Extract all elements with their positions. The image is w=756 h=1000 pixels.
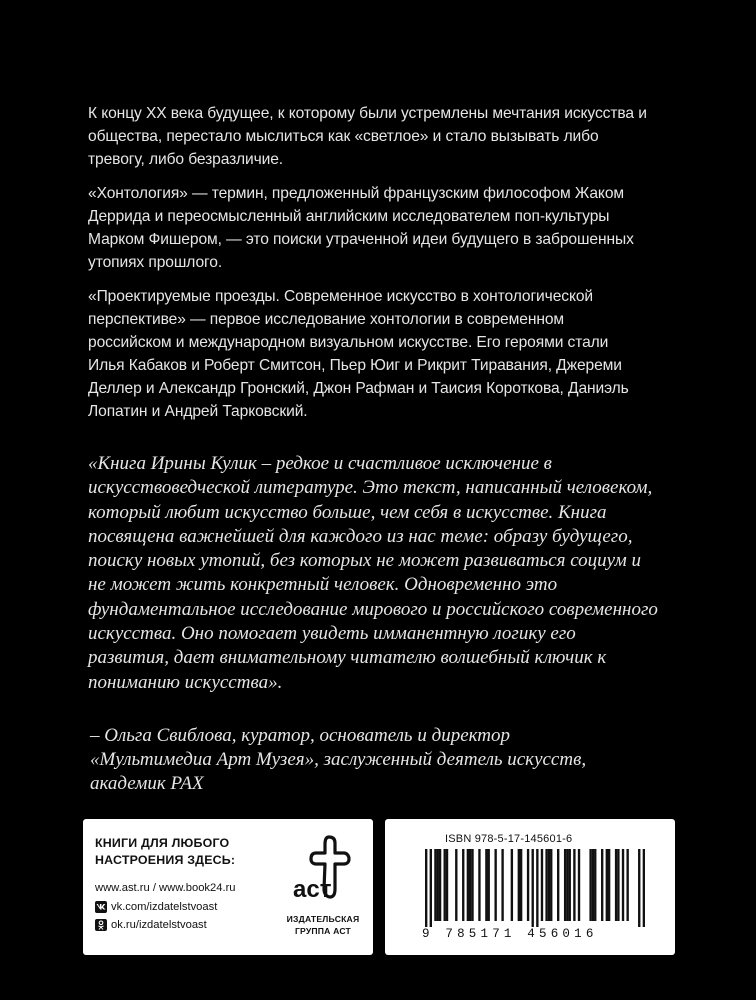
barcode-bar xyxy=(467,849,469,921)
promo-heading xyxy=(95,835,265,869)
barcode-bar xyxy=(532,849,534,927)
barcode-bar xyxy=(439,849,441,921)
vk-link-text: vk.com/izdatelstvoast xyxy=(111,900,218,913)
review-quote xyxy=(88,452,658,695)
barcode-bar xyxy=(548,849,550,921)
attribution-line-2: «Мультимедиа Арт Музея», заслуженный деятель искусств, xyxy=(90,749,587,770)
promo-heading-line-1: КНИГИ ДЛЯ ЛЮБОГО xyxy=(95,836,230,850)
vk-link[interactable] xyxy=(95,898,265,917)
barcode-bar xyxy=(488,849,490,921)
barcode-bar xyxy=(485,849,487,921)
barcode-bar xyxy=(594,849,596,921)
barcode-bar xyxy=(617,849,619,921)
barcode-bar xyxy=(615,849,617,921)
barcode-bar xyxy=(437,849,439,921)
ast-logo xyxy=(281,831,365,947)
publisher-name xyxy=(281,913,365,937)
attribution-line-3: академик РАХ xyxy=(90,773,204,794)
barcode-bar xyxy=(592,849,594,921)
annotation-paragraph-2: «Хонтология» — термин, предложенный французским философом Жаком Деррида и переосмысленный английским исследователем поп-культуры Марком Фишером, — это поиски утраченной идеи будущего в заброшенных утопиях прошлого. xyxy=(88,185,634,271)
barcode-bar xyxy=(578,849,580,921)
barcode-bar xyxy=(511,849,513,921)
barcode-bar xyxy=(622,849,624,921)
barcode-bar xyxy=(589,849,591,921)
barcode-bar xyxy=(478,849,480,921)
barcode-bar xyxy=(471,849,473,921)
ast-logo-text: аст xyxy=(293,876,332,903)
web-links-text: www.ast.ru / www.book24.ru xyxy=(95,882,236,894)
annotation-paragraph-1: К концу XX века будущее, к которому были устремлены мечтания искусства и общества, перестало мыслиться как «светлое» и стало вызывать либо тревогу, либо безразличие. xyxy=(88,105,647,168)
review-quote-text: «Книга Ирины Кулик – редкое и счастливое исключение в искусствоведческой литературе. Это текст, написанный человеком, который любит искусство больше, чем себя в искусстве. Книга посвящена важнейшей для каждого из нас теме: образу будущего, поиску новых утопий, без которых не может развиваться социум и не может жить конкретный человек. Одновременно это фундаментальное исследование мирового и российского современного искусства. Оно помогает увидеть имманентную логику его развития, дает внимательному читателю волшебный ключик к пониманию искусства». xyxy=(88,453,658,693)
barcode-bar xyxy=(643,849,645,927)
barcode-bar xyxy=(573,849,575,921)
barcode-bar xyxy=(608,849,610,921)
barcode-bar xyxy=(518,849,520,921)
barcode-bar xyxy=(545,849,547,921)
barcode-bar xyxy=(564,849,566,921)
isbn-text: ISBN 978-5-17-145601-6 xyxy=(445,833,573,845)
review-attribution xyxy=(90,724,650,796)
barcode-bar xyxy=(536,849,538,927)
barcode-bar xyxy=(425,849,427,927)
ast-logo-icon xyxy=(289,831,357,909)
barcode-bar xyxy=(446,849,448,921)
barcode-bar xyxy=(569,849,571,921)
ok-link[interactable] xyxy=(95,916,265,935)
barcode-bar xyxy=(601,849,603,921)
barcode-bar xyxy=(455,849,457,921)
promo-heading-line-2: НАСТРОЕНИЯ ЗДЕСЬ: xyxy=(95,853,236,867)
barcode-bar xyxy=(638,849,640,927)
barcode-bar xyxy=(462,849,464,921)
barcode-bar xyxy=(494,849,496,921)
barcode-bar xyxy=(557,849,559,921)
barcode-bar xyxy=(469,849,471,921)
annotation-paragraph-3: «Проектируемые проезды. Современное искусство в хонтологической перспективе» — первое исследование хонтологии в современном российском и международном визуальном искусстве. Его героями стали Илья Кабаков и Роберт Смитсон, Пьер Юиг и Рикрит Тиравания, Джереми Деллер и Александр Гронский, Джон Рафман и Таисия Короткова, Даниэль Лопатин и Андрей Тарковский. xyxy=(88,288,629,420)
ok-icon xyxy=(95,919,107,931)
barcode-bar xyxy=(501,849,503,921)
barcode-bar xyxy=(606,849,608,921)
barcode-image xyxy=(425,849,645,927)
barcode-bar xyxy=(520,849,522,921)
barcode-digits: 9 785171 456016 xyxy=(422,927,598,941)
promo-links xyxy=(95,879,265,935)
barcode-bar xyxy=(527,849,529,921)
publisher-name-line-2: ГРУППА АСТ xyxy=(294,926,352,936)
barcode-bar xyxy=(541,849,543,921)
publisher-name-line-1: ИЗДАТЕЛЬСКАЯ xyxy=(286,914,360,924)
vk-icon xyxy=(95,901,107,913)
barcode-bar xyxy=(430,849,432,927)
barcode-bar xyxy=(626,849,628,921)
barcode-bar xyxy=(566,849,568,921)
barcode-bar xyxy=(444,849,446,921)
barcode-box xyxy=(385,819,675,955)
barcode-bar xyxy=(434,849,436,921)
attribution-line-1: – Ольга Свиблова, куратор, основатель и директор xyxy=(90,725,510,746)
barcode-bar xyxy=(550,849,552,921)
publisher-promo-box xyxy=(83,819,373,955)
web-links[interactable] xyxy=(95,879,265,898)
annotation-text xyxy=(88,102,648,434)
ok-link-text: ok.ru/izdatelstvoast xyxy=(111,919,207,931)
